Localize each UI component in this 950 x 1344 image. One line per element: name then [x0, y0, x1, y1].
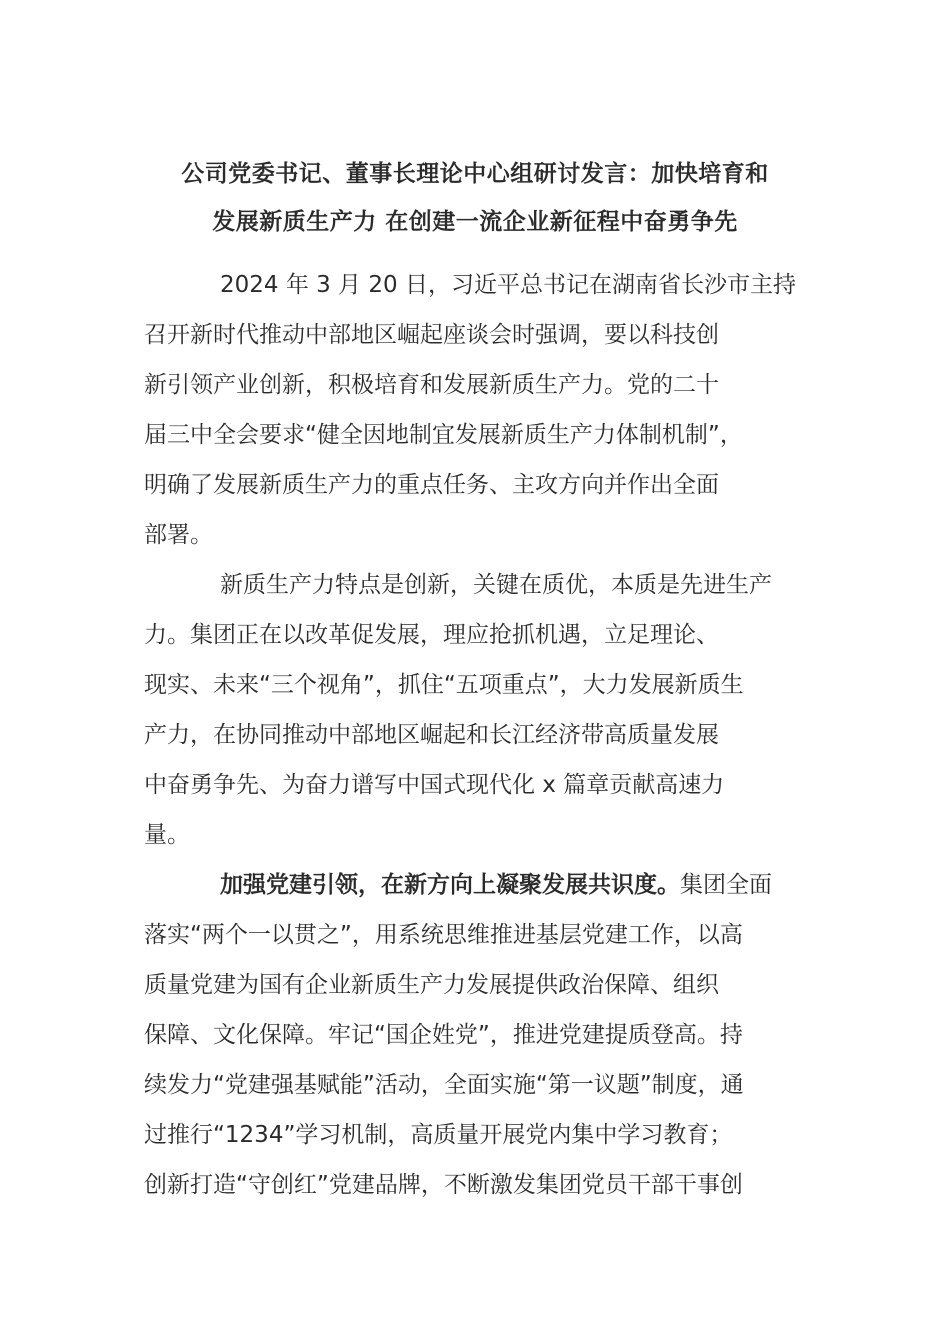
title-line-1: 公司党委书记、董事长理论中心组研讨发言：加快培育和: [181, 161, 769, 187]
paragraph-2: [144, 560, 809, 860]
text-line: [144, 860, 809, 910]
text-line: 明确了发展新质生产力的重点任务、主攻方向并作出全面: [144, 472, 719, 498]
text-line: 过推行“1234”学习机制，高质量开展党内集中学习教育；: [144, 1122, 733, 1148]
text-line: 召开新时代推动中部地区崛起座谈会时强调，要以科技创: [144, 322, 719, 348]
paragraph-3: [144, 860, 809, 1210]
paragraph-lead-heading: 加强党建引领，在新方向上凝聚发展共识度。: [220, 872, 680, 898]
paragraph-1: [144, 260, 809, 560]
text-line: 保障、文化保障。牢记“国企姓党”，推进党建提质登高。持: [144, 1022, 743, 1048]
text-line: 产力，在协同推动中部地区崛起和长江经济带高质量发展: [144, 722, 719, 748]
text-line: 新引领产业创新，积极培育和发展新质生产力。党的二十: [144, 372, 719, 398]
text-line: 中奋勇争先、为奋力谱写中国式现代化 x 篇章贡献高速力: [144, 772, 725, 798]
text-line: 质量党建为国有企业新质生产力发展提供政治保障、组织: [144, 972, 719, 998]
document-title: [140, 150, 810, 246]
text-line: 新质生产力特点是创新，关键在质优，本质是先进生产: [220, 572, 772, 598]
text-line: 届三中全会要求“健全因地制宜发展新质生产力体制机制”，: [144, 422, 743, 448]
text-line: 量。: [144, 822, 190, 848]
title-line-2: 发展新质生产力 在创建一流企业新征程中奋勇争先: [212, 209, 738, 235]
text-line: 部署。: [144, 522, 213, 548]
text-line: 续发力“党建强基赋能”活动，全面实施“第一议题”制度，通: [144, 1072, 744, 1098]
document-body: [144, 260, 809, 1210]
paragraph-lead-rest: 集团全面: [680, 872, 772, 898]
text-line: 落实“两个一以贯之”，用系统思维推进基层党建工作，以高: [144, 922, 743, 948]
text-line: 2024 年 3 月 20 日，习近平总书记在湖南省长沙市主持: [220, 272, 796, 298]
text-line: 现实、未来“三个视角”，抓住“五项重点”，大力发展新质生: [144, 672, 744, 698]
text-line: 创新打造“守创红”党建品牌，不断激发集团党员干部干事创: [144, 1172, 743, 1198]
text-line: 力。集团正在以改革促发展，理应抢抓机遇，立足理论、: [144, 622, 719, 648]
